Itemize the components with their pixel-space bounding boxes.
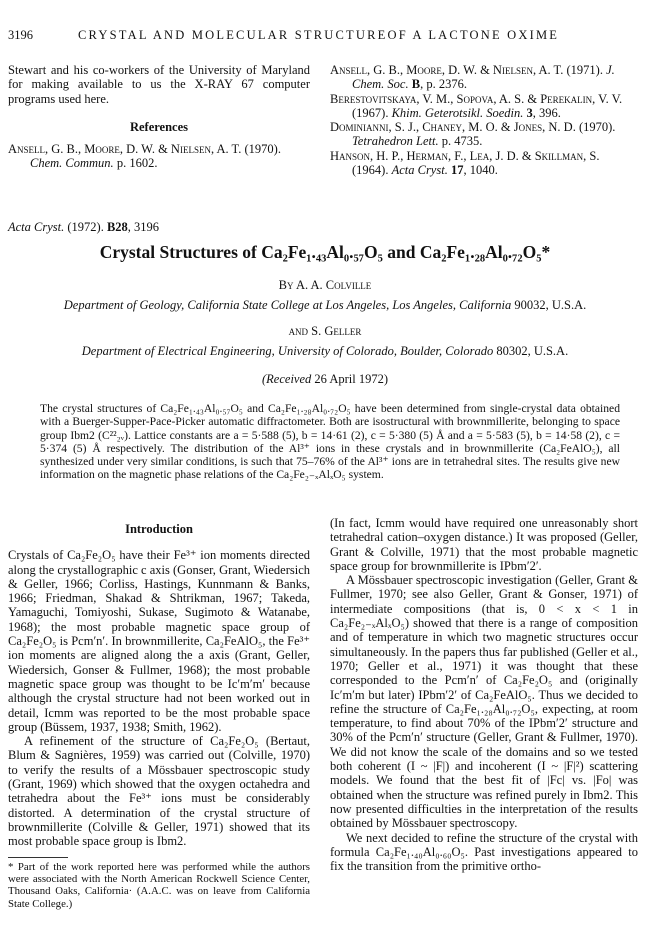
reference-detail: p. 1602. [116, 156, 158, 171]
received-value: 26 April 1972) [314, 372, 388, 386]
right-paragraph-3: We next decided to refine the structure of the crystal with formula Ca₂Fe₁.₄₀Al₀.₆₀O₅. Past investigations appeared to fix the transition from the primitive ortho- [330, 830, 638, 874]
reference-entry [330, 120, 638, 149]
reference-entry [330, 92, 638, 121]
footnote: * Part of the work reported here was performed while the authors were associated with the North American Rockwell Science Center, Thousand Oaks, California· (A.A.C. was on leave from California State College.) [8, 860, 310, 910]
received-date [0, 372, 650, 387]
right-paragraph-1: (In fact, Icmm would have required one unreasonably short tetrahedral cation–oxygen distance.) It was proposed (Geller, Grant & Colville, 1971) that the most probable magnetic space group for brownmillerite is IPbm′2′. [330, 516, 638, 573]
reference-authors: Dominianni, S. J., Chaney, M. O. & Jones, N. D. (1970). [330, 120, 616, 135]
reference-detail: , 1040. [463, 163, 498, 178]
article-title: Crystal Structures of Ca₂Fe₁.₄₃Al₀.₅₇O₅ and Ca₂Fe₁.₂₈Al₀.₇₂O₅* [99, 242, 551, 262]
reference-entry [8, 142, 310, 171]
body-right-column [330, 516, 638, 873]
author-1: By A. A. Colville [278, 278, 372, 292]
citation-year: (1972). [67, 220, 104, 234]
page-number: 3196 [8, 28, 33, 42]
running-title: CRYSTAL AND MOLECULAR STRUCTUREOF A LACTONE OXIME [78, 28, 560, 42]
author-2: and S. Geller [288, 324, 362, 338]
reference-source: Tetrahedron Lett. [352, 134, 439, 149]
section-heading-introduction: Introduction [125, 522, 193, 536]
reference-authors: Berestovitskaya, V. M., Sopova, A. S. & Perekalin, V. V. (1967). [330, 91, 623, 120]
previous-article-left-column [8, 63, 310, 171]
reference-volume: 17 [450, 163, 464, 178]
reference-detail: p. 4735. [438, 134, 483, 149]
reference-detail: , 396. [532, 105, 561, 120]
intro-paragraph-2: A refinement of the structure of Ca₂Fe₂O₅ (Bertaut, Blum & Sagnières, 1959) was carried out (Colville, 1970) to verify the results of a Mössbauer spectroscopic study (Grant, 1969) which showed that the oxygen octahedra and tetrahedra about the Fe³⁺ ions must be considerably distorted. A determination of the crystal structure of brownmillerite (Colville & Geller, 1971) showed that its most probable space group is Ibm2. [8, 734, 310, 849]
reference-volume: 3 [526, 105, 533, 120]
reference-entry [330, 149, 638, 178]
affiliation-1-postcode: 90032, U.S.A. [514, 298, 587, 312]
affiliation-2 [0, 344, 650, 359]
received-label: (Received [262, 372, 312, 386]
reference-entry [330, 63, 638, 92]
affiliation-2-text: Department of Electrical Engineering, University of Colorado, Boulder, Colorado [81, 344, 494, 358]
reference-authors: Hanson, H. P., Herman, F., Lea, J. D. & Skillman, S. (1964). [330, 148, 600, 178]
reference-volume: B [411, 77, 421, 92]
reference-source: Chem. Commun. [30, 156, 114, 171]
right-paragraph-2: A Mössbauer spectroscopic investigation (Geller, Grant & Fullmer, 1970; see also Geller, Grant & Gonser, 1971) of intermediate compositions (that is, 0 < x < 1 in Ca₂Fe₂₋ₓAlₓO₅) showed that there is a range of composition and of temperature in which two magnetic structures occur simultaneously. In the papers thus far published (Geller et al., 1970; Geller et al., 1971) it was thought that these corresponded to the Pcm′n′ of Ca₂Fe₂O₅ and (originally Ic′m′m but later) IPbm′2′ of Ca₂FeAlO₅. Thus we decided to refine the structure of Ca₂Fe₁.₂₈Al₀.₇₂O₅, expecting, at room temperature, to find about 70% of the IPbm′2′ structure and 30% of the Pcm′n′ structure (Geller, Grant & Fullmer, 1970). We did not know the scale of the domains and so we tested both coherent (I ~ |F|) and incoherent (I ~ |F|²) scattering models. We found that the best fit of |Fc| vs. |Fo| was obtained when the structure was refined purely in Ibm2. This now presented difficulties in the interpretation of the results obtained by Mössbauer spectroscopy. [330, 573, 638, 831]
affiliation-2-postcode: 80302, U.S.A. [496, 344, 569, 358]
body-left-column [8, 522, 310, 910]
reference-source: Khim. Geterotsikl. Soedin. [391, 105, 524, 120]
journal-citation [8, 220, 159, 235]
previous-article-right-column [330, 63, 638, 177]
reference-source: J. Chem. Soc. [352, 63, 615, 92]
acknowledgement-text: Stewart and his co-workers of the University of Maryland for making available to us the X-RAY 67 computer programs used here. [8, 63, 310, 106]
citation-volume: B28 [106, 220, 128, 234]
footnote-rule [8, 857, 68, 858]
affiliation-1-text: Department of Geology, California State College at Los Angeles, Los Angeles, California [63, 298, 512, 312]
journal-name: Acta Cryst. [8, 220, 65, 234]
reference-detail: , p. 2376. [420, 77, 467, 92]
intro-paragraph-1: Crystals of Ca₂Fe₂O₅ have their Fe³⁺ ion moments directed along the crystallographic c axis (Gonser, Grant, Wiedersich & Geller, 1966; Corliss, Hastings, Kunnmann & Banks, 1966; Friedman, Shakad & Shtrikman, 1967; Takeda, Yamaguchi, Tomiyoshi, Sukase, Sugimoto & Watanabe, 1968); the most probable magnetic space group of Ca₂Fe₂O₅ is Pcm′n′. In brownmillerite, Ca₂FeAlO₅, the Fe³⁺ ion moments are aligned along the a axis (Grant, Geller, Wiedersich, Gonser & Fullmer, 1968); the most probable magnetic space group was thought to be Ic′m′m′ because although the crystal structure had not been worked out in detail, Icmm was reported to be the most probable space group (Büssem, 1937, 1938; Smith, 1962). [8, 548, 310, 734]
reference-authors: Ansell, G. B., Moore, D. W. & Nielsen, A. T. (1970). [8, 142, 281, 157]
abstract: The crystal structures of Ca₂Fe₁.₄₃Al₀.₅₇O₅ and Ca₂Fe₁.₂₈Al₀.₇₂O₅ have been determined from single-crystal data obtained with a Buerger-Supper-Pace-Picker automatic diffractometer. Both are isostructural with brownmillerite, belonging to space group Ibm2 (C²²₂ᵥ). Lattice constants are a = 5·588 (5), b = 14·61 (2), c = 5·380 (5) Å and a = 5·583 (5), b = 14·58 (2), c = 5·374 (5) Å respectively. The distribution of the Al³⁺ ions in these crystals and in brownmillerite (Ca₂FeAlO₅), all synthesized under very similar conditions, is such that 75–76% of the Al³⁺ ions are in tetrahedral sites. The results give new information on the magnetic phase relations of the Ca₂Fe₂₋ₓAlₓO₅ system. [40, 402, 620, 482]
reference-source: Acta Cryst. [391, 163, 448, 178]
citation-page: , 3196 [127, 220, 160, 234]
reference-authors: Ansell, G. B., Moore, D. W. & Nielsen, A. T. (1971). [330, 63, 603, 77]
affiliation-1 [0, 298, 650, 313]
references-heading: References [129, 119, 189, 134]
